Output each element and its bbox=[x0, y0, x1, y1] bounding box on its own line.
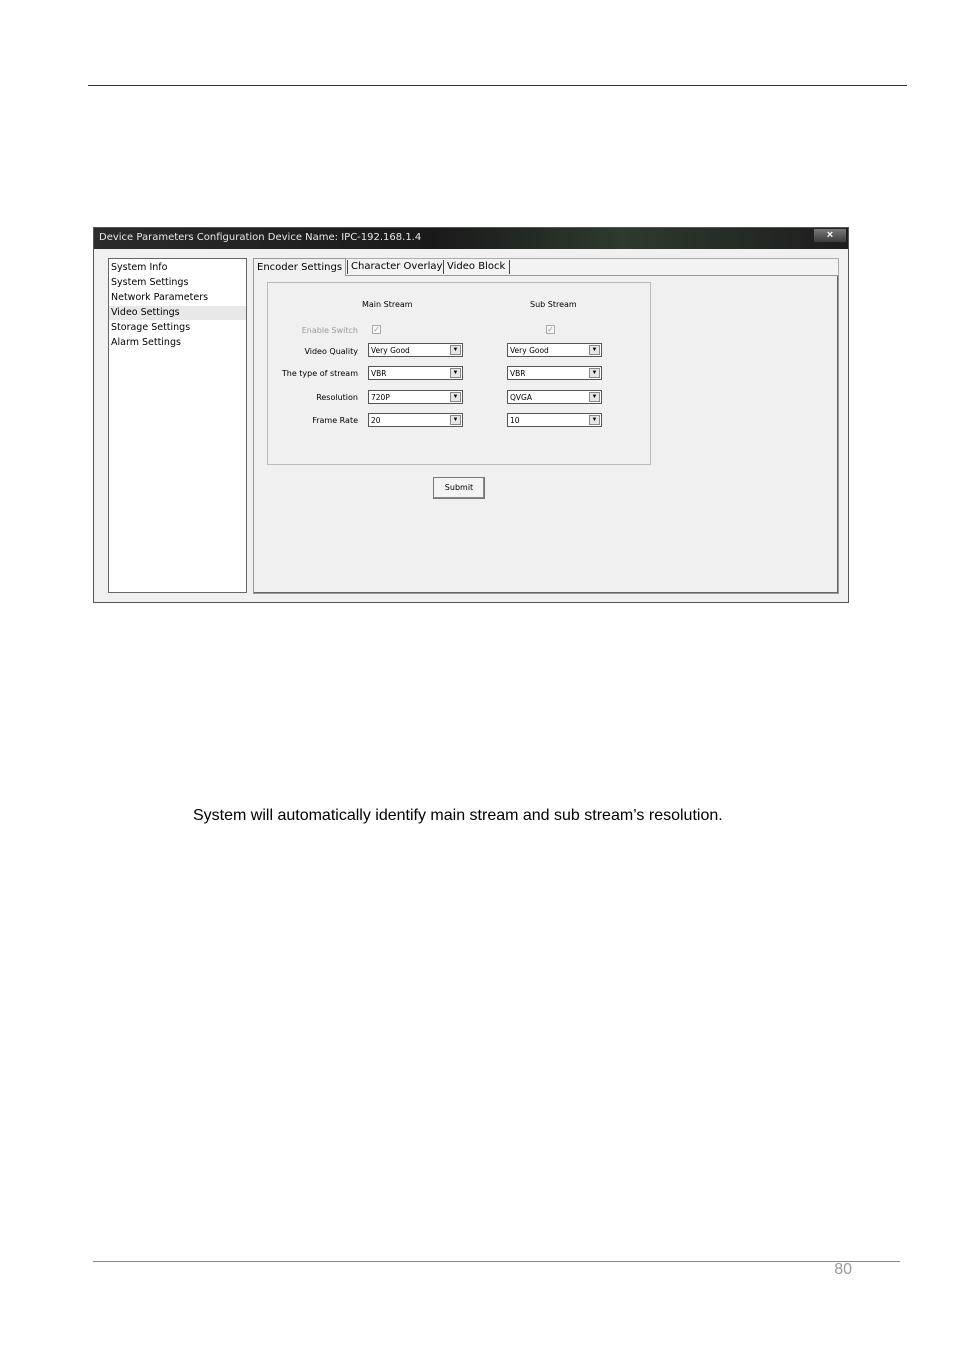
close-button[interactable] bbox=[813, 228, 847, 243]
tab-encoder-settings[interactable]: Encoder Settings bbox=[253, 258, 346, 276]
chevron-down-icon[interactable]: ▼ bbox=[450, 368, 461, 378]
sub-stream-type-value: VBR bbox=[510, 369, 526, 378]
chevron-down-icon[interactable]: ▼ bbox=[450, 392, 461, 402]
main-enable-checkbox[interactable] bbox=[372, 325, 381, 334]
main-video-quality-select[interactable] bbox=[368, 343, 463, 357]
main-video-quality-value: Very Good bbox=[371, 346, 410, 355]
settings-sidebar bbox=[108, 258, 247, 593]
check-icon: ✓ bbox=[547, 325, 554, 334]
chevron-down-icon[interactable]: ▼ bbox=[450, 345, 461, 355]
sub-frame-rate-value: 10 bbox=[510, 416, 520, 425]
row-labels bbox=[267, 282, 358, 465]
close-icon: × bbox=[826, 229, 834, 241]
sidebar-item-system-info[interactable]: System Info bbox=[111, 262, 168, 273]
dialog-titlebar bbox=[94, 228, 848, 249]
main-resolution-value: 720P bbox=[371, 393, 390, 402]
sidebar-item-alarm-settings[interactable]: Alarm Settings bbox=[111, 337, 181, 348]
resolution-label: Resolution bbox=[316, 393, 358, 402]
submit-button[interactable]: Submit bbox=[433, 477, 485, 499]
frame-rate-label: Frame Rate bbox=[312, 416, 358, 425]
main-resolution-select[interactable] bbox=[368, 390, 463, 404]
sub-enable-checkbox[interactable] bbox=[546, 325, 555, 334]
page-number: 80 bbox=[834, 1261, 852, 1278]
enable-switch-label: Enable Switch bbox=[301, 326, 358, 335]
footer-rule bbox=[93, 1261, 900, 1262]
device-parameters-dialog bbox=[93, 227, 849, 603]
sidebar-item-storage-settings[interactable]: Storage Settings bbox=[111, 322, 191, 333]
sub-video-quality-select[interactable] bbox=[507, 343, 602, 357]
sub-resolution-value: QVGA bbox=[510, 393, 532, 402]
check-icon: ✓ bbox=[373, 325, 380, 334]
main-frame-rate-value: 20 bbox=[371, 416, 381, 425]
chevron-down-icon[interactable]: ▼ bbox=[589, 345, 600, 355]
sub-resolution-select[interactable] bbox=[507, 390, 602, 404]
main-stream-heading: Main Stream bbox=[362, 300, 413, 309]
chevron-down-icon[interactable]: ▼ bbox=[589, 415, 600, 425]
main-frame-rate-select[interactable] bbox=[368, 413, 463, 427]
sidebar-item-system-settings[interactable]: System Settings bbox=[111, 277, 189, 288]
tab-character-overlay[interactable]: Character Overlay bbox=[351, 261, 443, 272]
chevron-down-icon[interactable]: ▼ bbox=[450, 415, 461, 425]
sub-stream-heading: Sub Stream bbox=[530, 300, 577, 309]
sub-video-quality-value: Very Good bbox=[510, 346, 549, 355]
stream-type-label: The type of stream bbox=[281, 369, 358, 378]
main-stream-type-value: VBR bbox=[371, 369, 387, 378]
chevron-down-icon[interactable]: ▼ bbox=[589, 392, 600, 402]
tab-video-block[interactable]: Video Block bbox=[447, 261, 506, 272]
main-stream-type-select[interactable] bbox=[368, 366, 463, 380]
tab-separator bbox=[509, 260, 510, 274]
video-quality-label: Video Quality bbox=[304, 347, 358, 356]
dialog-title: Device Parameters Configuration Device Name: IPC-192.168.1.4 bbox=[99, 232, 422, 243]
chevron-down-icon[interactable]: ▼ bbox=[589, 368, 600, 378]
sub-stream-type-select[interactable] bbox=[507, 366, 602, 380]
caption-text: System will automatically identify main stream and sub stream’s resolution. bbox=[193, 807, 723, 824]
sidebar-item-network-parameters[interactable]: Network Parameters bbox=[111, 292, 209, 303]
sub-frame-rate-select[interactable] bbox=[507, 413, 602, 427]
header-rule bbox=[88, 85, 907, 86]
sidebar-item-video-settings[interactable]: Video Settings bbox=[109, 306, 246, 320]
